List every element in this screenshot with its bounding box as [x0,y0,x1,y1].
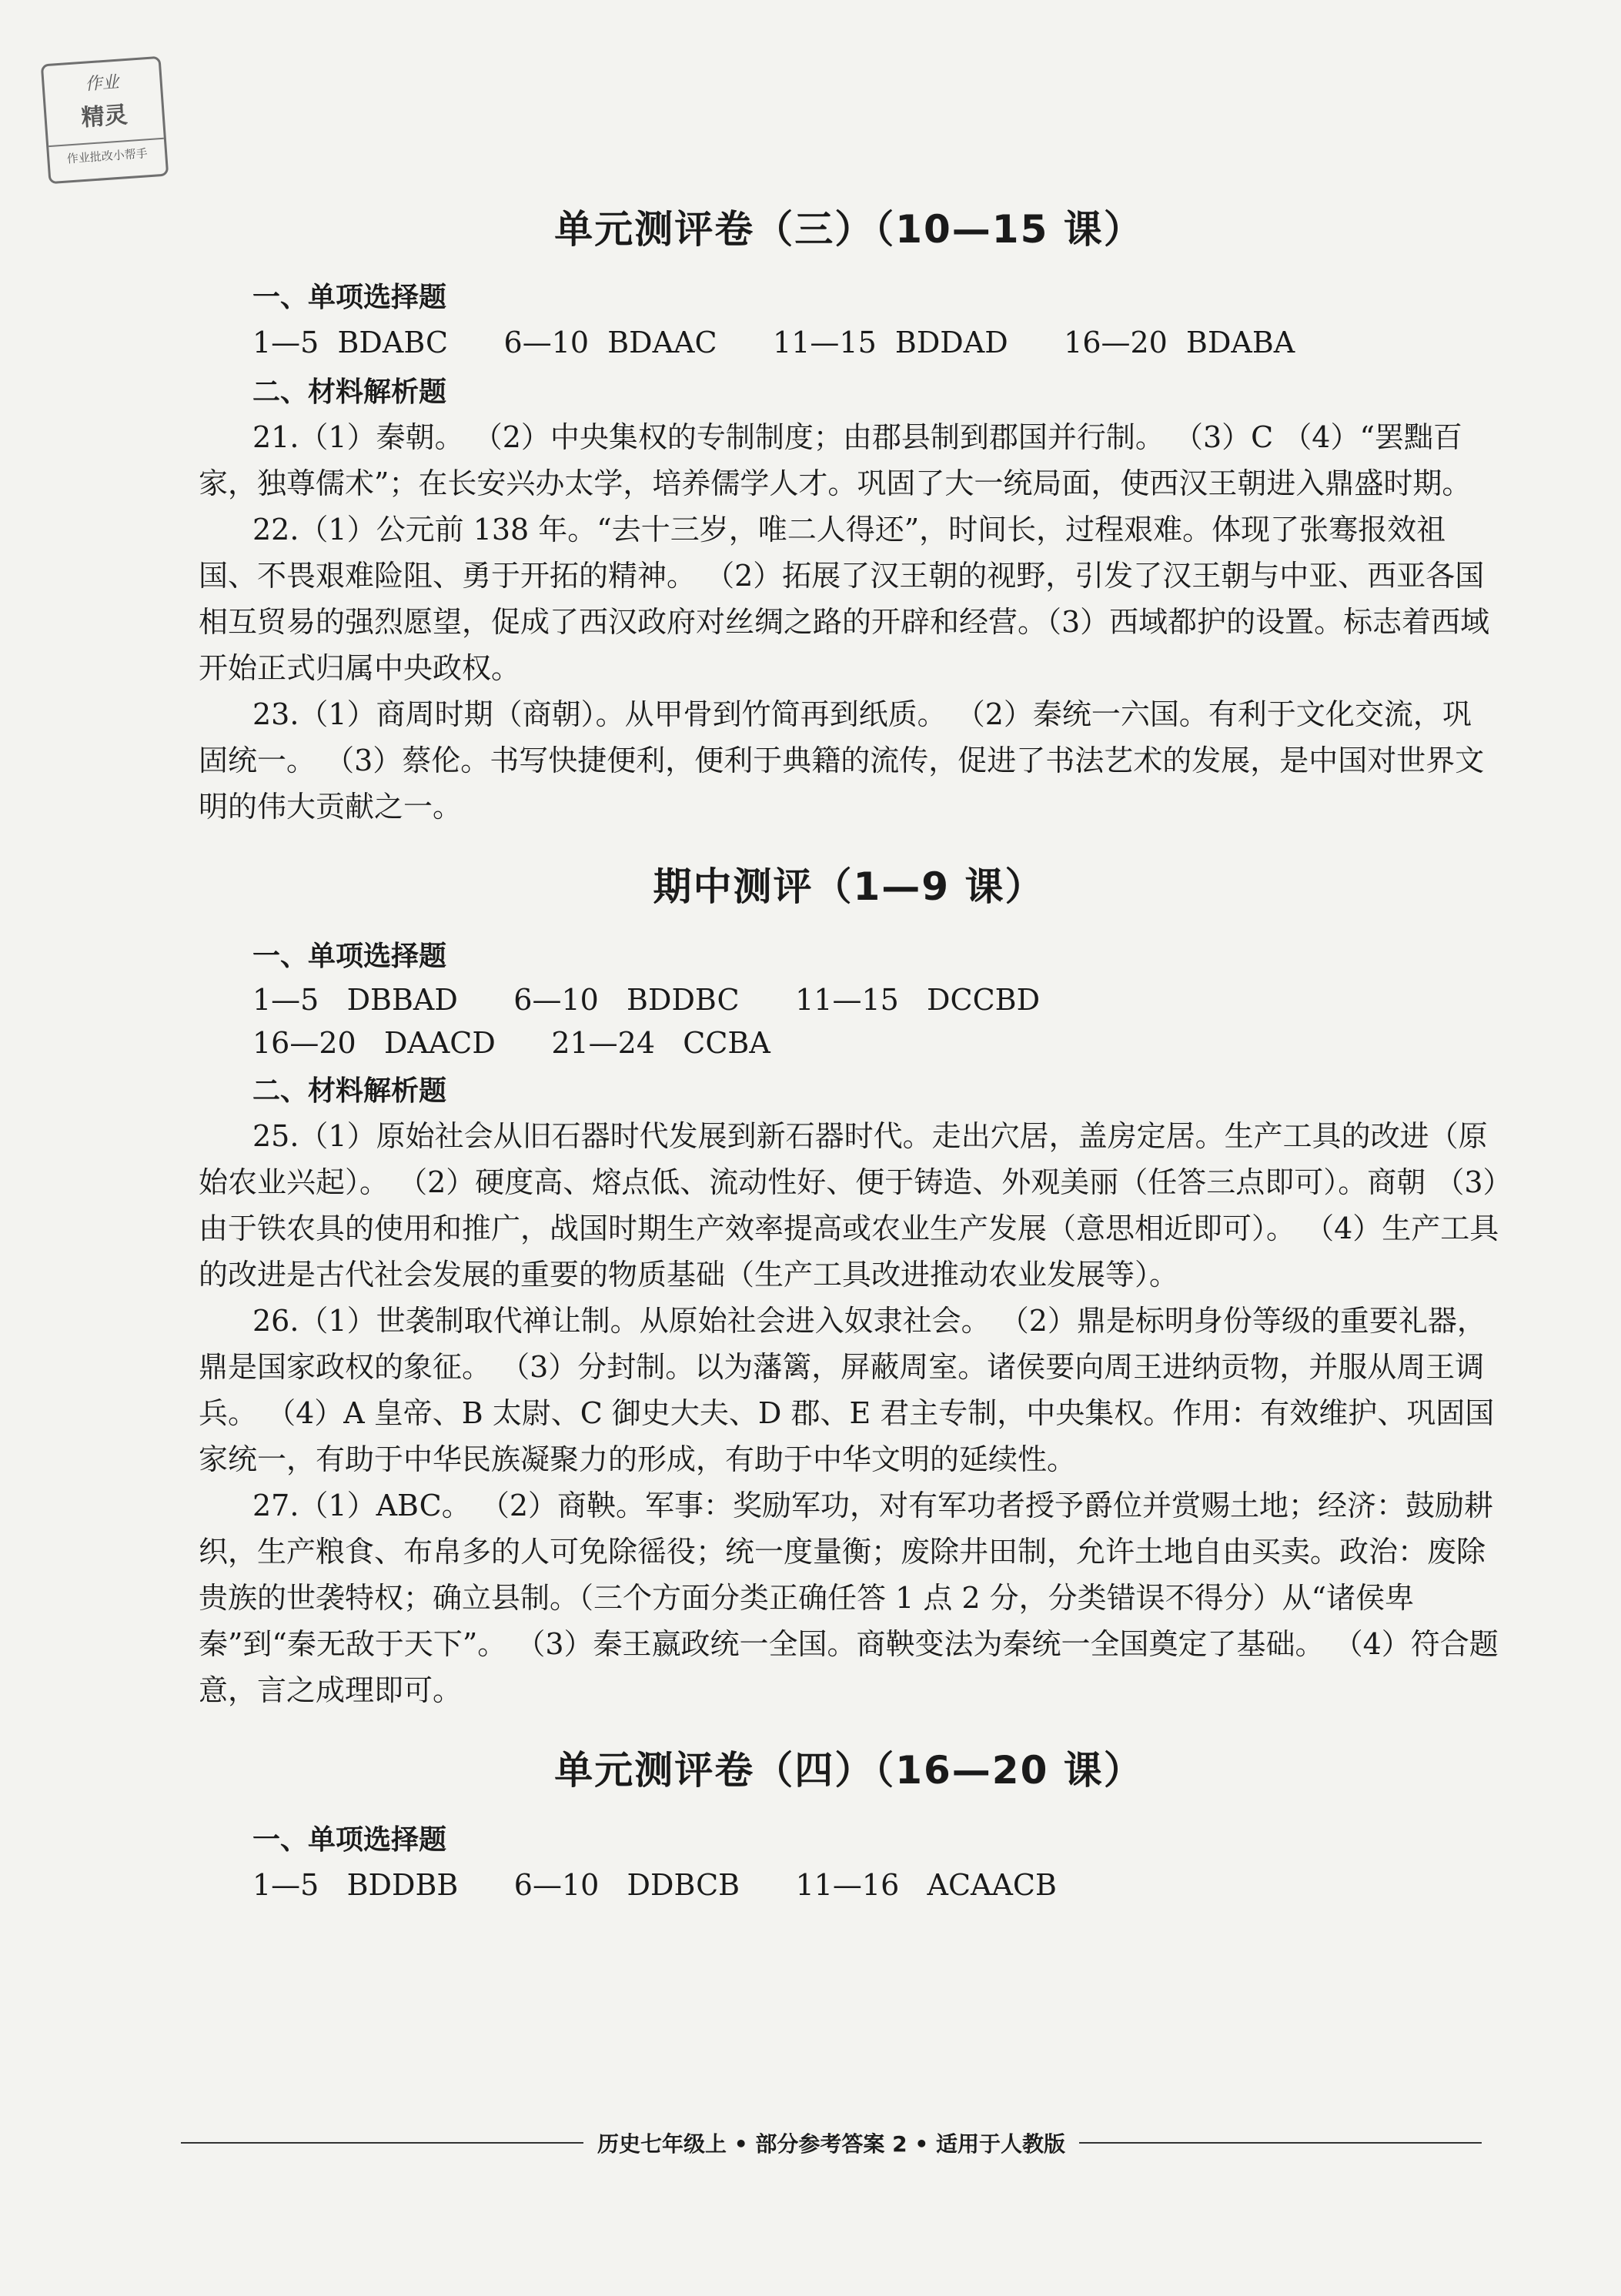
stamp-line: 作业批改小帮手 [48,138,165,168]
answer-row: 1—5 BDABC 6—10 BDAAC 11—15 BDDAD 16—20 BDABA [252,326,1295,359]
answer-paragraph: 25.（1）原始社会从旧石器时代发展到新石器时代。走出穴居，盖房定居。生产工具的改进（原始农业兴起）。 （2）硬度高、熔点低、流动性好、便于铸造、外观美丽（任答三点即可）。商朝 （3）由于铁农具的使用和推广，战国时期生产效率提高或农业生产发展（意思相近即可）。 （4）生产工具的改进是古代社会发展的重要的物质基础（生产工具改进推动农业发展等）。 [199,1119,1499,1292]
footer-text: 历史七年级上 • 部分参考答案 2 • 适用于人教版 [597,2131,1066,2157]
subsection-heading: 一、单项选择题 [252,941,447,972]
section-title: 单元测评卷（四）（16—20 课） [554,1748,1144,1793]
subsection-heading: 一、单项选择题 [252,282,447,313]
answer-row: 1—5 DBBAD 6—10 BDDBC 11—15 DCCBD [252,983,1041,1017]
answer-paragraph: 26.（1）世袭制取代禅让制。从原始社会进入奴隶社会。 （2）鼎是标明身份等级的重要礼器，鼎是国家政权的象征。 （3）分封制。以为藩篱，屏蔽周室。诸侯要向周王进纳贡物，并服从周王调兵。 （4）A 皇帝、B 太尉、C 御史大夫、D 郡、E 君主专制，中央集权。作用：有效维护、巩固国家统一，有助于中华民族凝聚力的形成，有助于中华文明的延续性。 [199,1304,1495,1476]
answer-paragraph: 21.（1）秦朝。 （2）中央集权的专制制度；由郡县制到郡国并行制。 （3）C （4）“罢黜百家，独尊儒术”；在长安兴办太学，培养儒学人才。巩固了大一统局面，使西汉王朝进入鼎盛时期。 [199,420,1472,500]
section-midterm [199,856,1499,1713]
footer-rule [181,2142,583,2144]
page-footer [181,2127,1482,2158]
stamp-line: 作业 [84,72,120,95]
watermark-stamp [41,56,169,185]
section-title: 单元测评卷（三）（10—15 课） [554,207,1144,252]
section-unit-test-3 [199,199,1499,830]
section-title: 期中测评（1—9 课） [653,864,1045,909]
answer-paragraph: 23.（1）商周时期（商朝）。从甲骨到竹简再到纸质。 （2）秦统一六国。有利于文化交流，巩固统一。 （3）蔡伦。书写快捷便利，便利于典籍的流传，促进了书法艺术的发展，是中国对世界文明的伟大贡献之一。 [199,697,1485,824]
subsection-heading: 二、材料解析题 [252,376,447,408]
footer-rule [1079,2142,1482,2144]
content [199,169,1499,1902]
section-unit-test-4 [199,1740,1499,1902]
answer-paragraph: 22.（1）公元前 138 年。“去十三岁，唯二人得还”，时间长，过程艰难。体现了张骞报效祖国、不畏艰难险阻、勇于开拓的精神。 （2）拓展了汉王朝的视野，引发了汉王朝与中亚、西亚各国相互贸易的强烈愿望，促成了西汉政府对丝绸之路的开辟和经营。（3）西域都护的设置。标志着西域开始正式归属中央政权。 [199,513,1490,685]
answer-row: 16—20 DAACD 21—24 CCBA [252,1026,770,1060]
subsection-heading: 一、单项选择题 [252,1824,447,1856]
stamp-line: 精灵 [80,101,129,132]
answer-row: 1—5 BDDBB 6—10 DDBCB 11—16 ACAACB [252,1868,1057,1902]
subsection-heading: 二、材料解析题 [252,1075,447,1107]
answer-paragraph: 27.（1）ABC。 （2）商鞅。军事：奖励军功，对有军功者授予爵位并赏赐土地；经济：鼓励耕织，生产粮食、布帛多的人可免除徭役；统一度量衡；废除井田制，允许土地自由买卖。政治：废除贵族的世袭特权；确立县制。（三个方面分类正确任答 1 点 2 分，分类错误不得分）从“诸侯卑秦”到“秦无敌于天下”。 （3）秦王嬴政统一全国。商鞅变法为秦统一全国奠定了基础。 （4）符合题意，言之成理即可。 [199,1489,1499,1707]
